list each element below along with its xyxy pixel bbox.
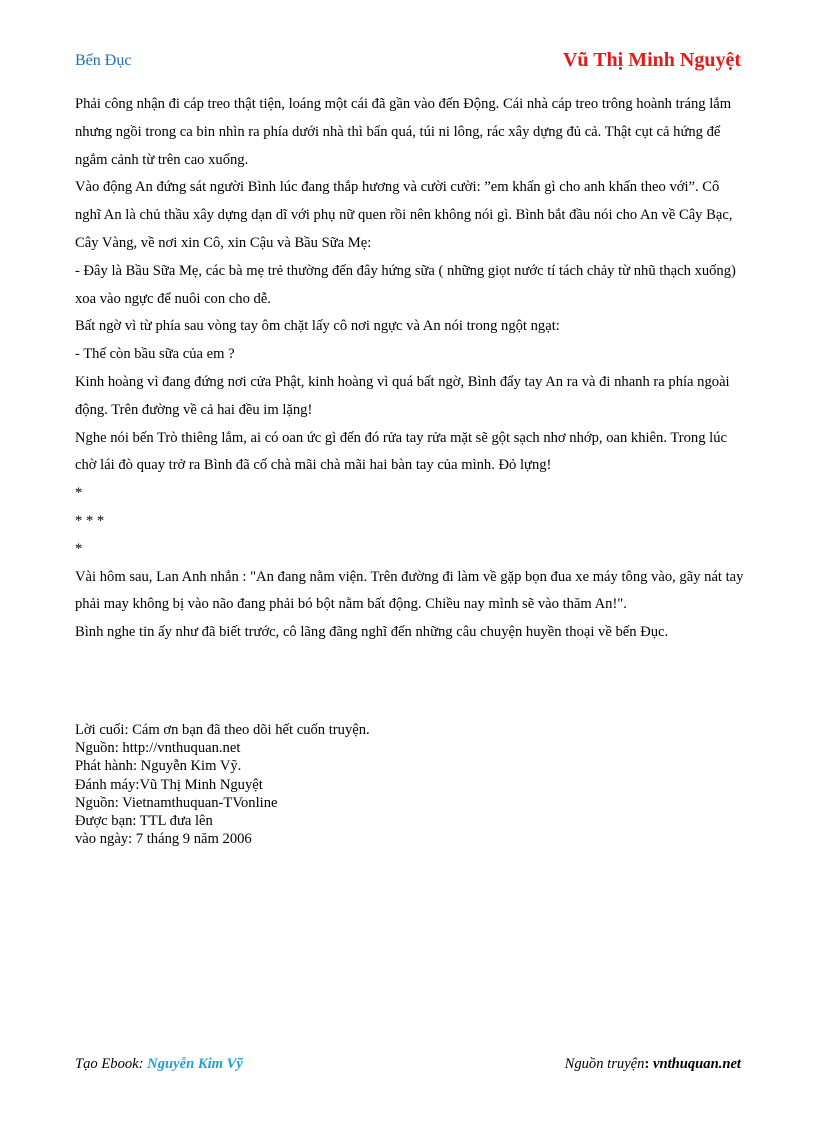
paragraph: Bất ngờ vì từ phía sau vòng tay ôm chặt lấy cô nơi ngực và An nói trong ngột ngạt: bbox=[75, 318, 560, 335]
credit-line: Nguồn: Vietnamthuquan-TVonline bbox=[75, 794, 278, 811]
footer-source-separator: : bbox=[644, 1056, 653, 1072]
section-divider: * * * bbox=[75, 512, 105, 529]
paragraph: Vài hôm sau, Lan Anh nhắn : "An đang nằm viện. Trên đường đi làm về gặp bọn đua xe máy tông vào, gãy nát tay phải may không bị vào não đang phải bó bột nằm bất động. Chiều nay mình sẽ vào thăm An!". bbox=[75, 568, 744, 613]
footer-ebook-author: Nguyễn Kim Vỹ bbox=[147, 1056, 243, 1072]
credit-line: Đánh máy:Vũ Thị Minh Nguyệt bbox=[75, 776, 263, 793]
credit-line: Nguồn: http://vnthuquan.net bbox=[75, 740, 241, 757]
credit-line: Được bạn: TTL đưa lên bbox=[75, 813, 213, 830]
paragraph: Vào động An đứng sát người Bình lúc đang thắp hương và cười cười: ”em khấn gì cho anh khấn theo với”. Cô nghĩ An là chủ thầu xây dựng dạn dĩ với phụ nữ quen rồi nên không nói gì. Bình bắt đầu nói cho An về Cây Bạc, Cây Vàng, về nơi xin Cô, xin Cậu và Bầu Sữa Mẹ: bbox=[75, 179, 733, 251]
paragraph: Kinh hoàng vì đang đứng nơi cửa Phật, kinh hoàng vì quá bất ngờ, Bình đẩy tay An ra và đi nhanh ra phía ngoài động. Trên đường về cả hai đều im lặng! bbox=[75, 373, 730, 418]
section-divider: * bbox=[75, 540, 83, 557]
footer-source-label: Nguồn truyện bbox=[564, 1056, 645, 1072]
credit-line: Lời cuối: Cám ơn bạn đã theo dõi hết cuốn truyện. bbox=[75, 722, 370, 738]
story-body bbox=[75, 91, 747, 647]
paragraph: Phải công nhận đi cáp treo thật tiện, loáng một cái đã gần vào đến Động. Cái nhà cáp treo trông hoành tráng lắm nhưng ngồi trong ca bin nhìn ra phía dưới nhà thì bẩn quá, túi ni lông, rác xây dựng đủ cả. Thật cụt cả hứng để ngắm cảnh từ trên cao xuống. bbox=[75, 96, 732, 168]
credits-block bbox=[75, 721, 747, 848]
footer-source-site: vnthuquan.net bbox=[652, 1056, 741, 1072]
section-divider: * bbox=[75, 485, 83, 502]
book-title: Bến Đục bbox=[75, 52, 132, 69]
paragraph: - Đây là Bầu Sữa Mẹ, các bà mẹ trẻ thường đến đây hứng sữa ( những giọt nước tí tách chảy từ nhũ thạch xuống) xoa vào ngực để nuôi con cho dễ. bbox=[75, 262, 736, 307]
paragraph: Nghe nói bến Trò thiêng lắm, ai có oan ức gì đến đó rửa tay rửa mặt sẽ gột sạch nhơ nhớp, oan khiên. Trong lúc chờ lái đò quay trở ra Bình đã cố chà mãi chà mãi hai bàn tay của mình. Đỏ lựng! bbox=[75, 429, 727, 474]
paragraph: - Thế còn bầu sữa của em ? bbox=[75, 346, 235, 363]
footer-ebook-separator: : bbox=[138, 1056, 148, 1072]
footer-source-credit bbox=[565, 1056, 741, 1073]
footer-ebook-credit bbox=[75, 1056, 243, 1073]
footer-ebook-label: Tạo Ebook bbox=[75, 1056, 139, 1072]
paragraph: Bình nghe tin ấy như đã biết trước, cô lãng đãng nghĩ đến những câu chuyện huyền thoại về bến Đục. bbox=[75, 624, 669, 641]
author-name: Vũ Thị Minh Nguyệt bbox=[562, 49, 741, 71]
credit-line: Phát hành: Nguyễn Kim Vỹ. bbox=[75, 758, 242, 775]
credit-line: vào ngày: 7 tháng 9 năm 2006 bbox=[75, 831, 252, 848]
